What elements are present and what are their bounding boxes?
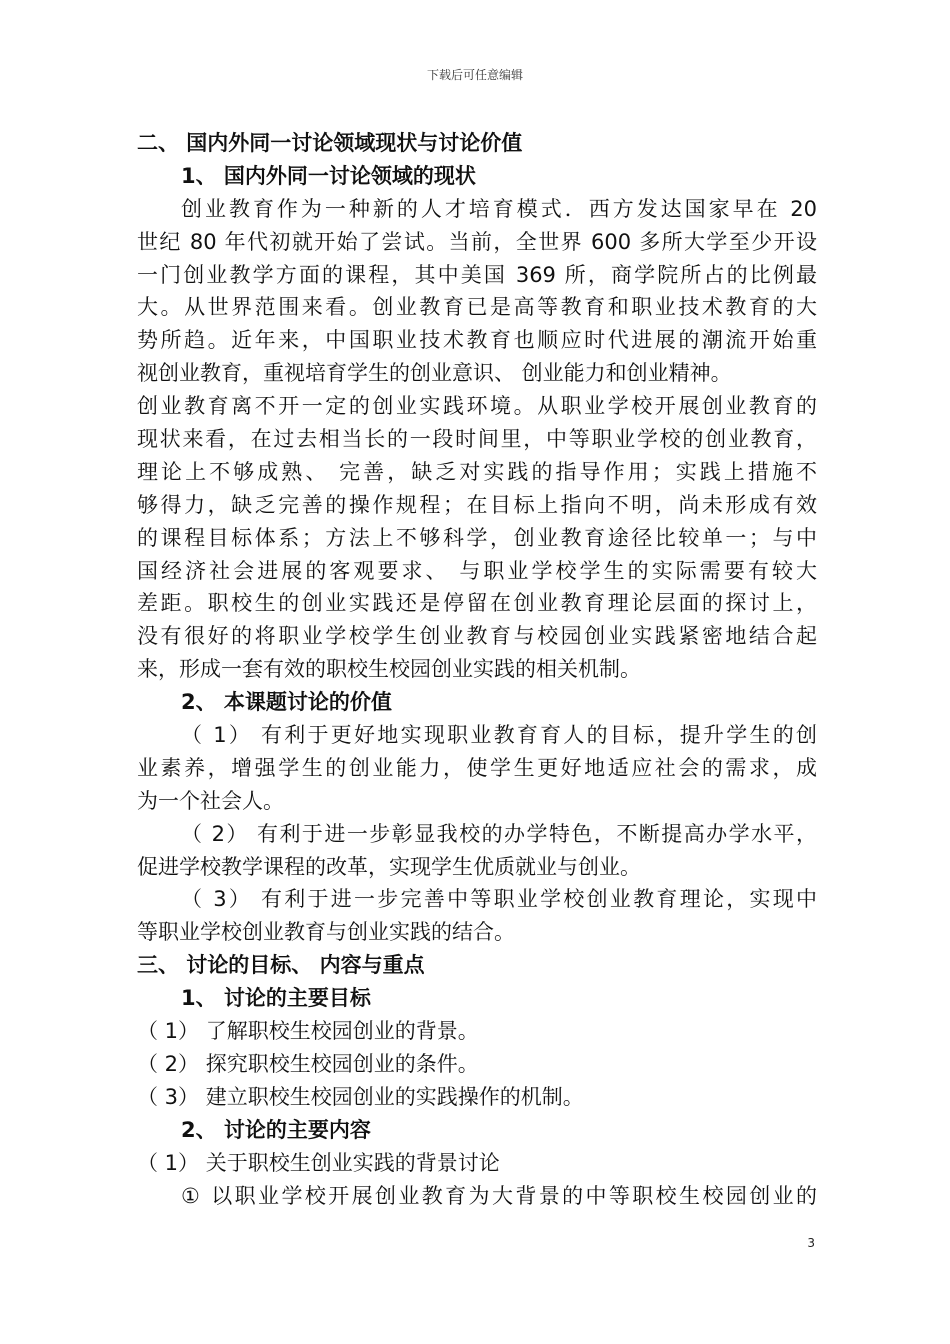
subsection-heading: 1、 国内外同一讨论领域的现状 bbox=[181, 163, 476, 188]
text-line: （ 1） 有利于更好地实现职业教育育人的目标，提升学生的创 bbox=[181, 723, 817, 748]
text-line: （ 2） 有利于进一步彰显我校的办学特色，不断提高办学水平， bbox=[181, 821, 817, 846]
section-heading: 二、 国内外同一讨论领域现状与讨论价值 bbox=[137, 131, 523, 155]
text-line: 等职业学校创业教育与创业实践的结合。 bbox=[137, 920, 515, 945]
text-line: 为一个社会人。 bbox=[137, 788, 284, 813]
text-line: （ 3） 有利于进一步完善中等职业学校创业教育理论，实现中 bbox=[181, 887, 817, 912]
text-line: 国经济社会进展的客观要求、 与职业学校学生的实际需要有较大 bbox=[137, 558, 817, 583]
text-line: 创业教育作为一种新的人才培育模式．西方发达国家早在 20 bbox=[181, 196, 817, 221]
text-line: 现状来看，在过去相当长的一段时间里，中等职业学校的创业教育， bbox=[137, 427, 817, 452]
text-line: 业素养，增强学生的创业能力，使学生更好地适应社会的需求，成 bbox=[137, 755, 817, 780]
text-line: 大。从世界范围来看。创业教育已是高等教育和职业技术教育的大 bbox=[137, 295, 817, 320]
text-line: 来，形成一套有效的职校生校园创业实践的相关机制。 bbox=[137, 657, 641, 682]
document-body bbox=[137, 127, 817, 1212]
section-heading: 三、 讨论的目标、 内容与重点 bbox=[137, 953, 425, 978]
subsection-heading: 1、 讨论的主要目标 bbox=[181, 986, 371, 1011]
text-line: 视创业教育，重视培育学生的创业意识、 创业能力和创业精神。 bbox=[137, 361, 732, 386]
text-line: 创业教育离不开一定的创业实践环境。从职业学校开展创业教育的 bbox=[137, 394, 817, 419]
text-line: 促进学校教学课程的改革，实现学生优质就业与创业。 bbox=[137, 854, 641, 879]
text-line: 差距。职校生的创业实践还是停留在创业教育理论层面的探讨上， bbox=[137, 591, 817, 616]
text-line: 一门创业教学方面的课程，其中美国 369 所，商学院所占的比例最 bbox=[137, 262, 817, 287]
text-line: （ 1） 关于职校生创业实践的背景讨论 bbox=[137, 1150, 500, 1175]
page-number: 3 bbox=[807, 1236, 815, 1250]
text-line: 势所趋。近年来，中国职业技术教育也顺应时代进展的潮流开始重 bbox=[137, 328, 817, 353]
subsection-heading: 2、 本课题讨论的价值 bbox=[181, 690, 392, 715]
page-header: 下载后可任意编辑 bbox=[426, 68, 523, 82]
text-line: （ 3） 建立职校生校园创业的实践操作的机制。 bbox=[137, 1084, 584, 1109]
text-line: 够得力，缺乏完善的操作规程；在目标上指向不明，尚未形成有效 bbox=[137, 492, 817, 517]
text-line: 理论上不够成熟、 完善，缺乏对实践的指导作用；实践上措施不 bbox=[137, 459, 817, 484]
text-line: 世纪 80 年代初就开始了尝试。当前，全世界 600 多所大学至少开设 bbox=[137, 229, 817, 254]
subsection-heading: 2、 讨论的主要内容 bbox=[181, 1117, 371, 1142]
text-line: 没有很好的将职业学校学生创业教育与校园创业实践紧密地结合起 bbox=[137, 624, 817, 649]
text-line: 的课程目标体系；方法上不够科学，创业教育途径比较单一；与中 bbox=[137, 525, 817, 550]
text-line: ① 以职业学校开展创业教育为大背景的中等职校生校园创业的 bbox=[181, 1183, 817, 1208]
text-line: （ 1） 了解职校生校园创业的背景。 bbox=[137, 1019, 479, 1044]
text-line: （ 2） 探究职校生校园创业的条件。 bbox=[137, 1051, 479, 1076]
